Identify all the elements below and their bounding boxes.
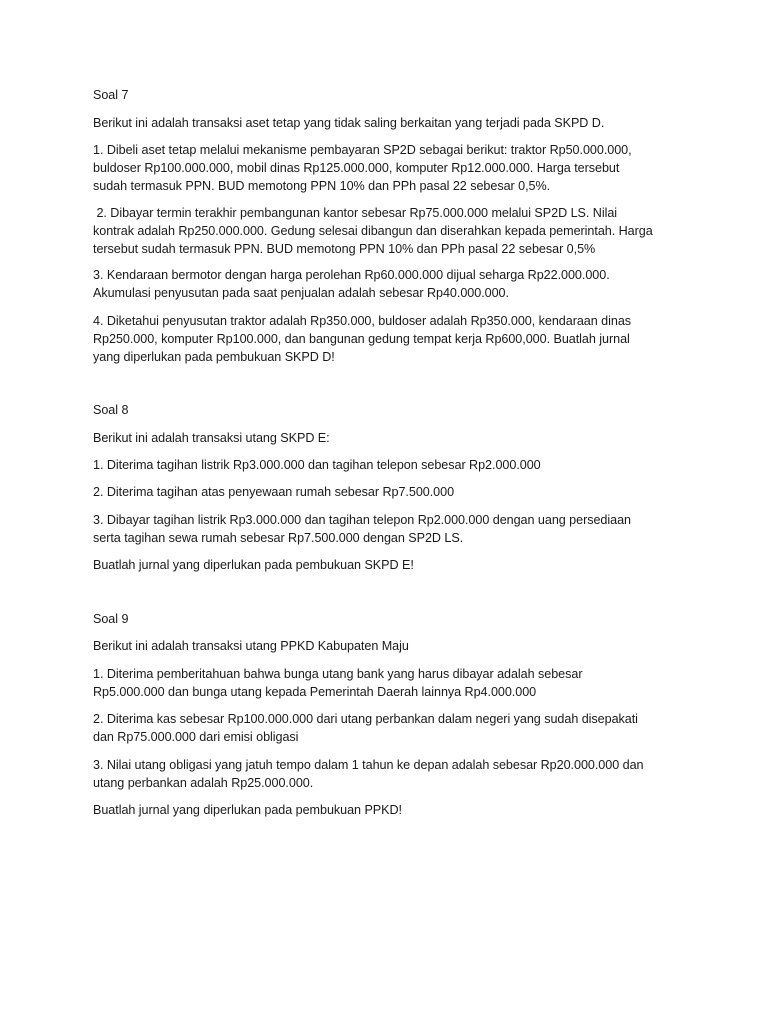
soal8-item1: 1. Diterima tagihan listrik Rp3.000.000 dan tagihan telepon sebesar Rp2.000.000 (93, 458, 541, 472)
soal9-item2-line1: 2. Diterima kas sebesar Rp100.000.000 dari utang perbankan dalam negeri yang sudah disepakati (93, 712, 638, 726)
soal7-item4-line3: yang diperlukan pada pembukuan SKPD D! (93, 350, 335, 364)
soal7-item3-line1: 3. Kendaraan bermotor dengan harga perolehan Rp60.000.000 dijual seharga Rp22.000.000. (93, 268, 610, 282)
soal9-item3-line1: 3. Nilai utang obligasi yang jatuh tempo dalam 1 tahun ke depan adalah sebesar Rp20.000.000 dan (93, 758, 644, 772)
soal7-item2-line1: 2. Dibayar termin terakhir pembangunan kantor sebesar Rp75.000.000 melalui SP2D LS. Nilai (93, 206, 618, 220)
soal7-item1-line2: buldoser Rp100.000.000, mobil dinas Rp125.000.000, komputer Rp12.000.000. Harga tersebut (93, 161, 620, 175)
soal9-heading: Soal 9 (93, 612, 129, 626)
soal7-item4-line2: Rp250.000, komputer Rp100.000, dan bangunan gedung tempat kerja Rp600,000. Buatlah jurnal (93, 332, 630, 346)
soal7-item3-line2: Akumulasi penyusutan pada saat penjualan adalah sebesar Rp40.000.000. (93, 286, 509, 300)
soal8-item2: 2. Diterima tagihan atas penyewaan rumah sebesar Rp7.500.000 (93, 485, 455, 499)
soal8-item3-line1: 3. Dibayar tagihan listrik Rp3.000.000 dan tagihan telepon Rp2.000.000 dengan uang persediaan (93, 513, 631, 527)
soal9-item1-line2: Rp5.000.000 dan bunga utang kepada Pemerintah Daerah lainnya Rp4.000.000 (93, 685, 537, 699)
soal9-closing: Buatlah jurnal yang diperlukan pada pembukuan PPKD! (93, 803, 403, 817)
soal8-item3-line2: serta tagihan sewa rumah sebesar Rp7.500.000 dengan SP2D LS. (93, 531, 464, 545)
soal7-heading: Soal 7 (93, 88, 129, 102)
soal7-item1-line1: 1. Dibeli aset tetap melalui mekanisme pembayaran SP2D sebagai berikut: traktor Rp50.000.000, (93, 143, 632, 157)
soal8-intro: Berikut ini adalah transaksi utang SKPD E: (93, 431, 330, 445)
soal8-heading: Soal 8 (93, 403, 129, 417)
soal7-item2-line3: tersebut sudah termasuk PPN. BUD memotong PPN 10% dan PPh pasal 22 sebesar 0,5% (93, 242, 596, 256)
soal7-item4-line1: 4. Diketahui penyusutan traktor adalah Rp350.000, buldoser adalah Rp350.000, kendaraan dinas (93, 314, 632, 328)
soal7-item2-line2: kontrak adalah Rp250.000.000. Gedung selesai dibangun dan diserahkan kepada pemerintah. Harga (93, 224, 653, 238)
soal7-intro: Berikut ini adalah transaksi aset tetap yang tidak saling berkaitan yang terjadi pada SKPD D. (93, 116, 605, 130)
soal7-item1-line3: sudah termasuk PPN. BUD memotong PPN 10% dan PPh pasal 22 sebesar 0,5%. (93, 179, 551, 193)
soal8-closing: Buatlah jurnal yang diperlukan pada pembukuan SKPD E! (93, 558, 414, 572)
soal9-item2-line2: dan Rp75.000.000 dari emisi obligasi (93, 730, 299, 744)
soal9-intro: Berikut ini adalah transaksi utang PPKD Kabupaten Maju (93, 639, 409, 653)
soal9-item1-line1: 1. Diterima pemberitahuan bahwa bunga utang bank yang harus dibayar adalah sebesar (93, 667, 583, 681)
soal9-item3-line2: utang perbankan adalah Rp25.000.000. (93, 776, 314, 790)
